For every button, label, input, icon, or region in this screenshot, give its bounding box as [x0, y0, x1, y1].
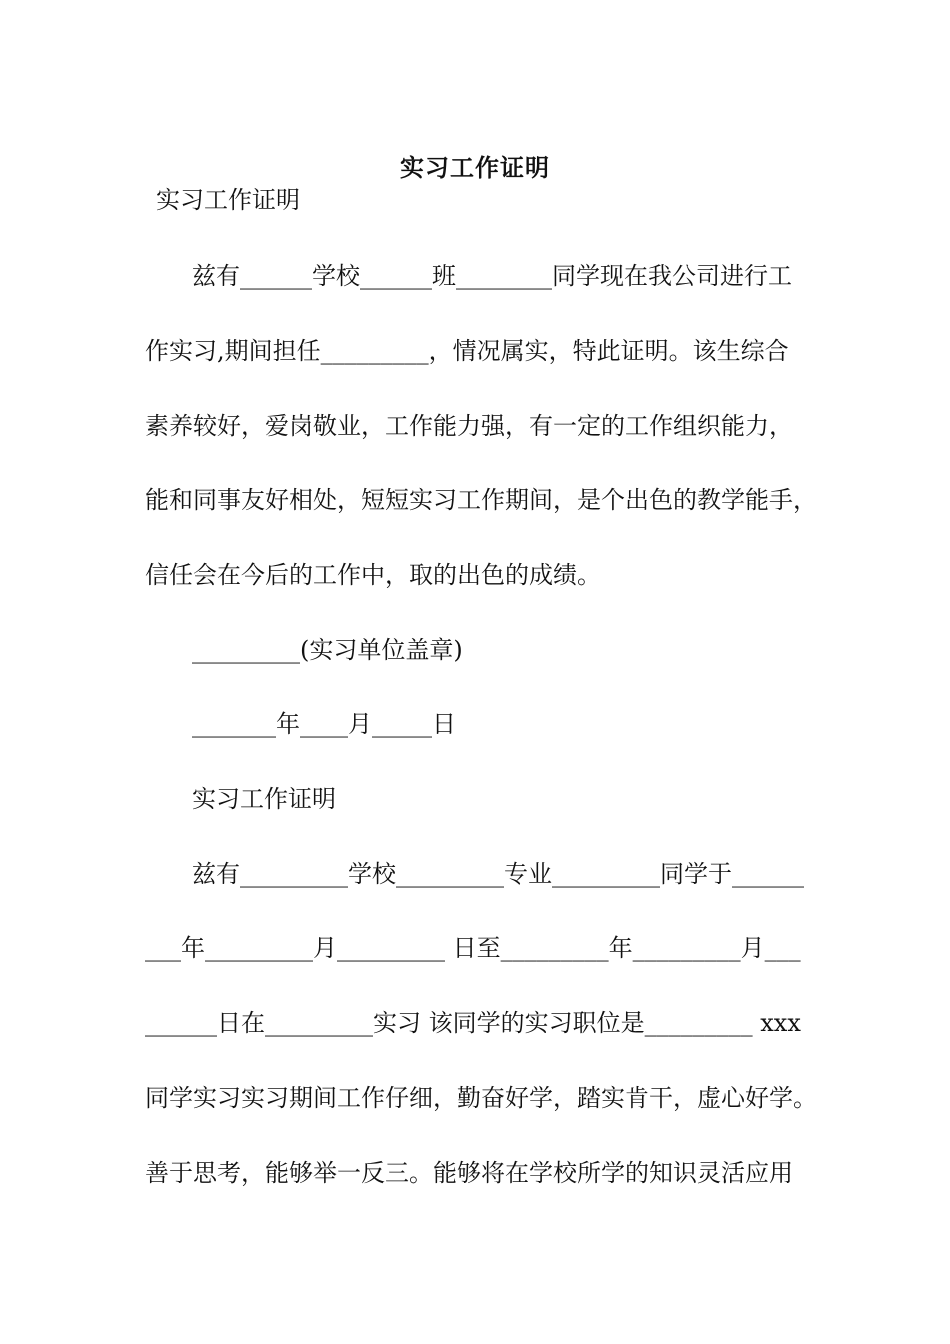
- paragraph-line: 作实习,期间担任_________，情况属实，特此证明。该生综合: [145, 337, 789, 365]
- section-heading-1: 实习工作证明: [156, 186, 300, 214]
- document-title: 实习工作证明: [400, 153, 550, 183]
- paragraph-line: 善于思考，能够举一反三。能够将在学校所学的知识灵活应用: [145, 1159, 793, 1187]
- paragraph-line: 素养较好，爱岗敬业，工作能力强，有一定的工作组织能力，: [145, 412, 793, 440]
- paragraph-line: 信任会在今后的工作中，取的出色的成绩。: [145, 561, 601, 589]
- paragraph-line: ___年_________月_________ 日至_________年_________月___: [145, 934, 801, 962]
- paragraph-line: 兹有______学校______班________同学现在我公司进行工: [192, 262, 792, 290]
- seal-line: _________(实习单位盖章): [192, 636, 463, 664]
- section-heading-2: 实习工作证明: [192, 785, 336, 813]
- paragraph-line: 同学实习实习期间工作仔细，勤奋好学，踏实肯干，虚心好学。: [145, 1084, 817, 1112]
- date-line: _______年____月_____日: [192, 710, 456, 738]
- paragraph-line: 兹有_________学校_________专业_________同学于______: [192, 860, 804, 888]
- paragraph-line: 能和同事友好相处，短短实习工作期间，是个出色的教学能手，: [145, 486, 817, 514]
- paragraph-line: ______日在_________实习 该同学的实习职位是_________ xxx: [145, 1009, 801, 1037]
